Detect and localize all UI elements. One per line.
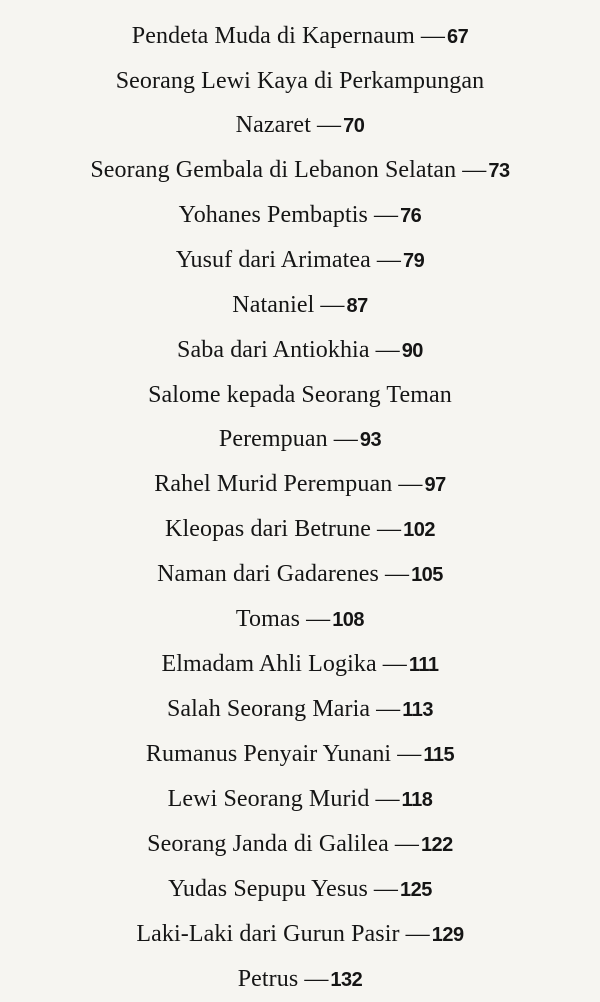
toc-entry bbox=[0, 193, 600, 238]
toc-separator: — bbox=[384, 561, 410, 587]
toc-entry-title: Saba dari Antiokhia bbox=[177, 337, 370, 363]
toc-entry-title: Nataniel bbox=[232, 292, 315, 318]
toc-entry bbox=[0, 373, 600, 462]
toc-entry bbox=[0, 867, 600, 912]
toc-entry-title: Salah Seorang Maria bbox=[166, 696, 371, 722]
toc-entry bbox=[0, 507, 600, 552]
toc-page-number: 87 bbox=[346, 295, 368, 317]
toc-separator: — bbox=[382, 651, 407, 677]
toc-page-number: 132 bbox=[330, 969, 363, 991]
toc-separator: — bbox=[333, 426, 358, 452]
toc-page-number: 76 bbox=[400, 205, 422, 227]
toc-separator: — bbox=[375, 337, 400, 363]
toc-page-number: 115 bbox=[423, 744, 455, 766]
toc-entry-title: Petrus bbox=[237, 966, 299, 992]
toc-separator: — bbox=[462, 157, 487, 183]
toc-entry-title-continued: Nazaret bbox=[235, 112, 311, 138]
toc-page-number: 111 bbox=[408, 654, 439, 676]
toc-separator: — bbox=[405, 921, 430, 947]
toc-entry bbox=[0, 957, 600, 1002]
toc-entry bbox=[0, 462, 600, 507]
toc-page-number: 129 bbox=[431, 924, 464, 946]
toc-separator: — bbox=[304, 966, 329, 992]
toc-entry-title: Yohanes Pembaptis bbox=[178, 202, 368, 228]
toc-entry-title: Yusuf dari Arimatea bbox=[175, 247, 371, 273]
toc-page-number: 97 bbox=[424, 474, 446, 496]
toc-entry-title-continued: Perempuan bbox=[218, 426, 328, 452]
toc-entry-title: Pendeta Muda di Kapernaum bbox=[131, 23, 415, 49]
toc-separator: — bbox=[376, 247, 402, 273]
toc-separator: — bbox=[373, 202, 399, 228]
toc-separator: — bbox=[398, 471, 423, 497]
toc-entry-title: Naman dari Gadarenes bbox=[157, 561, 379, 587]
toc-page-number: 67 bbox=[446, 26, 469, 48]
table-of-contents bbox=[0, 14, 600, 1002]
toc-page-number: 79 bbox=[403, 250, 425, 272]
toc-entry bbox=[0, 642, 600, 687]
toc-entry-title: Seorang Gembala di Lebanon Selatan bbox=[90, 157, 457, 183]
toc-entry bbox=[0, 597, 600, 642]
toc-page-number: 73 bbox=[488, 160, 510, 182]
toc-page-number: 93 bbox=[359, 429, 382, 451]
toc-entry bbox=[0, 552, 600, 597]
toc-page-number: 70 bbox=[343, 115, 365, 137]
toc-entry bbox=[0, 822, 600, 867]
toc-page-number: 113 bbox=[402, 699, 434, 721]
toc-page-number: 90 bbox=[401, 340, 423, 362]
toc-entry-title: Seorang Lewi Kaya di Perkampungan bbox=[115, 68, 485, 94]
toc-entry-title: Tomas bbox=[235, 606, 301, 632]
toc-separator: — bbox=[316, 112, 342, 138]
toc-page-number: 105 bbox=[411, 564, 443, 586]
toc-entry bbox=[0, 283, 600, 328]
toc-page-number: 125 bbox=[400, 879, 432, 901]
toc-separator: — bbox=[375, 786, 400, 812]
toc-page-number: 122 bbox=[420, 834, 453, 856]
toc-separator: — bbox=[373, 876, 399, 902]
toc-entry bbox=[0, 777, 600, 822]
toc-separator: — bbox=[320, 292, 345, 318]
toc-separator: — bbox=[420, 23, 445, 49]
toc-entry-title: Yudas Sepupu Yesus bbox=[168, 876, 368, 902]
toc-entry bbox=[0, 59, 600, 148]
toc-entry-title: Lewi Seorang Murid bbox=[167, 786, 370, 812]
toc-entry-title: Seorang Janda di Galilea bbox=[147, 831, 389, 857]
toc-page-number: 102 bbox=[403, 519, 435, 541]
toc-page-number: 108 bbox=[332, 609, 365, 631]
toc-entry bbox=[0, 14, 600, 59]
toc-entry bbox=[0, 912, 600, 957]
toc-entry bbox=[0, 732, 600, 777]
toc-separator: — bbox=[306, 606, 331, 632]
toc-separator: — bbox=[376, 696, 401, 722]
toc-separator: — bbox=[397, 741, 422, 767]
toc-entry-title: Laki-Laki dari Gurun Pasir bbox=[136, 921, 400, 947]
toc-entry bbox=[0, 328, 600, 373]
toc-entry-title: Rahel Murid Perempuan bbox=[154, 471, 393, 497]
toc-entry-title: Rumanus Penyair Yunani bbox=[145, 741, 392, 767]
toc-entry bbox=[0, 238, 600, 283]
toc-entry-title: Salome kepada Seorang Teman bbox=[148, 382, 452, 408]
toc-page-number: 118 bbox=[401, 789, 433, 811]
toc-separator: — bbox=[394, 831, 419, 857]
toc-entry-title: Elmadam Ahli Logika bbox=[161, 651, 377, 677]
toc-entry bbox=[0, 148, 600, 193]
toc-entry-title: Kleopas dari Betrune bbox=[165, 516, 371, 542]
toc-entry bbox=[0, 687, 600, 732]
toc-separator: — bbox=[376, 516, 402, 542]
